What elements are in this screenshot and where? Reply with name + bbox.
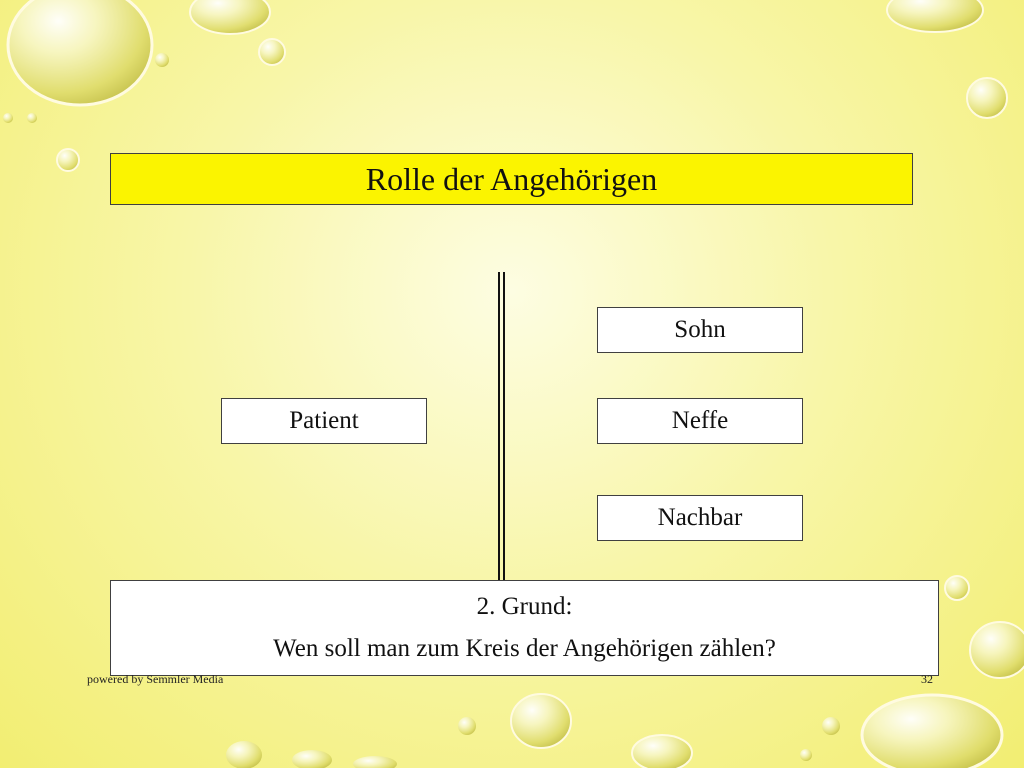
patient-box: Patient	[221, 398, 427, 444]
relative-box-sohn: Sohn	[597, 307, 803, 353]
relative-box-neffe: Neffe	[597, 398, 803, 444]
vertical-divider	[498, 272, 507, 584]
relative-box-nachbar: Nachbar	[597, 495, 803, 541]
page-number: 32	[921, 672, 933, 686]
question-text: Wen soll man zum Kreis der Angehörigen zählen?	[273, 635, 776, 662]
question-box	[110, 580, 939, 676]
question-heading: 2. Grund:	[476, 593, 573, 620]
footer-credit: powered by Semmler Media	[87, 672, 224, 686]
slide-title: Rolle der Angehörigen	[110, 153, 913, 205]
